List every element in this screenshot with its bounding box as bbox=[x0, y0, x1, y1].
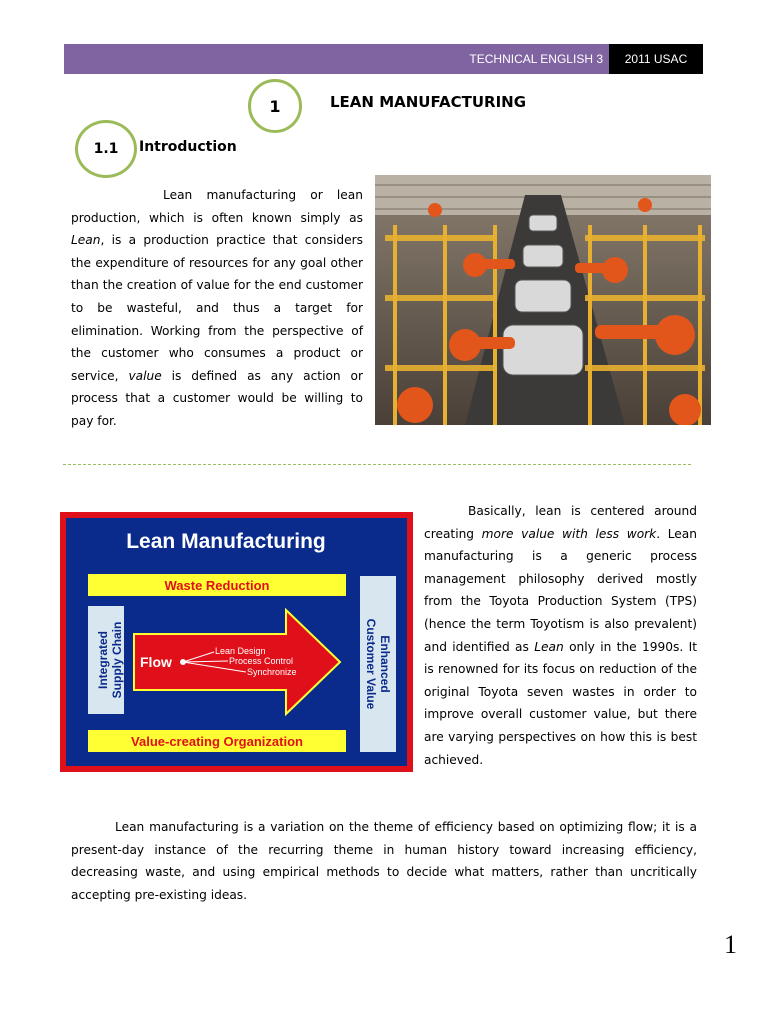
diagram-left-line2: Supply Chain bbox=[110, 621, 124, 699]
diagram-waste-reduction: Waste Reduction bbox=[164, 578, 270, 593]
factory-photo bbox=[375, 175, 711, 425]
running-header bbox=[64, 44, 703, 74]
section-number: 1.1 bbox=[75, 120, 137, 178]
lean-manufacturing-diagram bbox=[60, 512, 413, 772]
body-paragraph-2: Basically, lean is centered around creating more value with less work. Lean manufacturing is a generic process management philosophy derived mostly from the Toyota Production System (TPS) (hence the term Toyotism is also prevalent) and identified as Lean only in the 1990s. It is renowned for its focus on reduction of the original Toyota seven wastes in order to improve overall customer value, but there are varying perspectives on how this is best achieved. bbox=[424, 504, 697, 767]
diagram-branch-process-control: Process Control bbox=[229, 656, 294, 666]
diagram-flow-label: Flow bbox=[140, 654, 172, 670]
diagram-right-line1: Enhanced bbox=[378, 635, 392, 693]
diagram-branch-synchronize: Synchronize bbox=[247, 667, 297, 677]
diagram-branch-lean-design: Lean Design bbox=[215, 646, 266, 656]
section-title: Introduction bbox=[139, 139, 237, 155]
intro-paragraph: Lean manufacturing or lean production, which is often known simply as Lean, is a production practice that considers the expenditure of resources for any goal other than the creation of value for the end customer to be wasteful, and thus a target for elimination. Working from the perspective of the customer who consumes a product or service, value is defined as any action or process that a customer would be willing to pay for. bbox=[71, 188, 364, 428]
body-paragraph-3: Lean manufacturing is a variation on the theme of efficiency based on optimizing flow; it is a present-day instance of the recurring theme in human history toward increasing efficiency, decreasing waste, and using empirical methods to decide what matters, rather than uncritically accepting pre-existing ideas. bbox=[71, 820, 697, 902]
chapter-title: LEAN MANUFACTURING bbox=[330, 93, 527, 111]
section-divider bbox=[63, 464, 691, 465]
page-number: 1 bbox=[724, 930, 737, 959]
diagram-left-line1: Integrated bbox=[96, 630, 110, 690]
diagram-value-creating-org: Value-creating Organization bbox=[131, 734, 303, 749]
chapter-number: 1 bbox=[248, 79, 302, 133]
diagram-right-line2: Customer Value bbox=[364, 618, 378, 710]
header-year: 2011 USAC bbox=[609, 44, 703, 74]
diagram-title: Lean Manufacturing bbox=[126, 530, 326, 553]
header-course: TECHNICAL ENGLISH 3 bbox=[64, 44, 609, 74]
